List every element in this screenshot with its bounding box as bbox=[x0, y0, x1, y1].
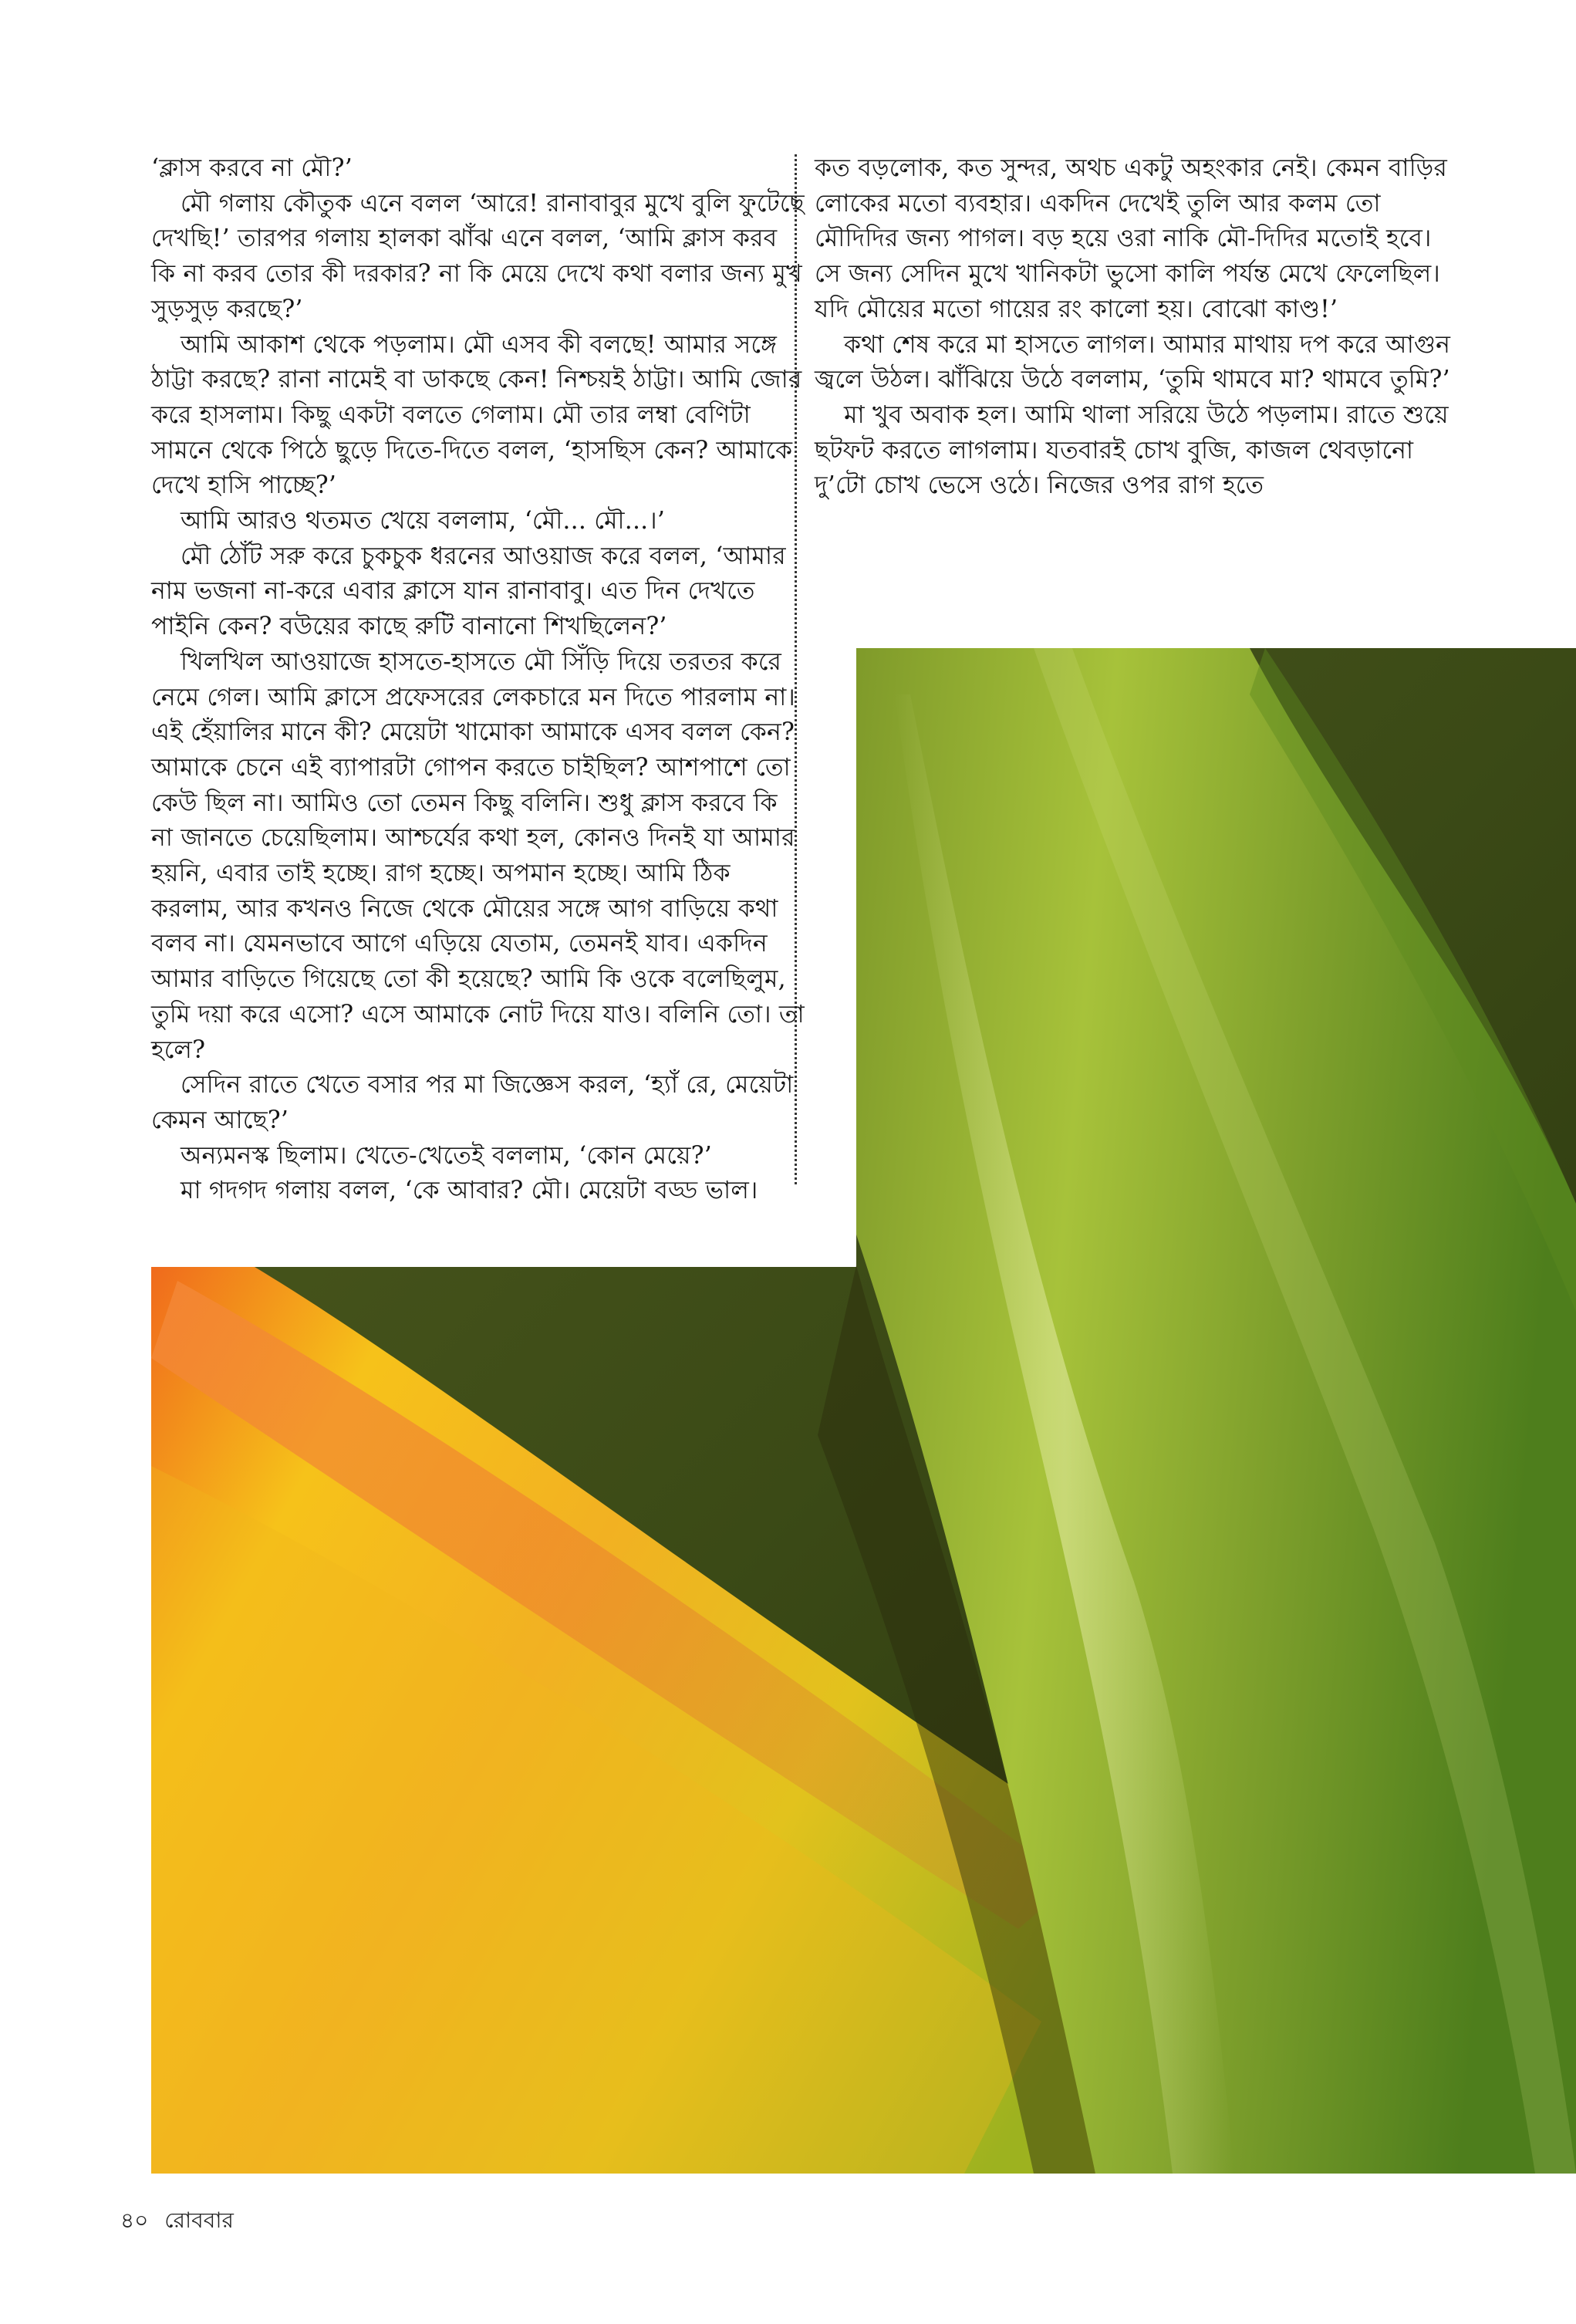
article-left-column bbox=[151, 151, 807, 1209]
page-footer bbox=[120, 2204, 243, 2240]
article-paragraph: কথা শেষ করে মা হাসতে লাগল। আমার মাথায় দপ করে আগুন জ্বলে উঠল। ঝাঁঝিয়ে উঠে বললাম, ‘তুমি থামবে মা? থামবে তুমি?’ bbox=[815, 330, 1451, 394]
article-paragraph: মৌ ঠোঁট সরু করে চুকচুক ধরনের আওয়াজ করে বলল, ‘আমার নাম ভজনা না-করে এবার ক্লাসে যান রানাবাবু। এত দিন দেখতে পাইনি কেন? বউয়ের কাছে রুটি বানানো শিখছিলেন?’ bbox=[151, 542, 786, 641]
article-paragraph: ‘ক্লাস করবে না মৌ?’ bbox=[151, 154, 353, 182]
article-paragraph: আমি আকাশ থেকে পড়লাম। মৌ এসব কী বলছে! আমার সঙ্গে ঠাট্টা করছে? রানা নামেই বা ডাকছে কেন! নিশ্চয়ই ঠাট্টা। আমি জোর করে হাসলাম। কিছু একটা বলতে গেলাম। মৌ তার লম্বা বেণিটা সামনে থেকে পিঠে ছুড়ে দিতে-দিতে বলল, ‘হাসছিস কেন? আমাকে দেখে হাসি পাচ্ছে?’ bbox=[151, 330, 802, 500]
article-paragraph: মা গদগদ গলায় বলল, ‘কে আবার? মৌ। মেয়েটা বড্ড ভাল। bbox=[181, 1177, 758, 1205]
article-right-column bbox=[815, 151, 1451, 504]
article-paragraph: অন্যমনস্ক ছিলাম। খেতে-খেতেই বললাম, ‘কোন মেয়ে?’ bbox=[181, 1141, 712, 1170]
article-paragraph: মা খুব অবাক হল। আমি থালা সরিয়ে উঠে পড়লাম। রাতে শুয়ে ছটফট করতে লাগলাম। যতবারই চোখ বুজি, কাজল থেবড়ানো দু’টো চোখ ভেসে ওঠে। নিজের ওপর রাগ হতে bbox=[815, 400, 1449, 500]
article-paragraph: খিলখিল আওয়াজে হাসতে-হাসতে মৌ সিঁড়ি দিয়ে তরতর করে নেমে গেল। আমি ক্লাসে প্রফেসরের লেকচারে মন দিতে পারলাম না। এই হেঁয়ালির মানে কী? মেয়েটা খামোকা আমাকে এসব বলল কেন? আমাকে চেনে এই ব্যাপারটা গোপন করতে চাইছিল? আশপাশে তো কেউ ছিল না। আমিও তো তেমন কিছু বলিনি। শুধু ক্লাস করবে কি না জানতে চেয়েছিলাম। আশ্চর্যের কথা হল, কোনও দিনই যা আমার হয়নি, এবার তাই হচ্ছে। রাগ হচ্ছে। অপমান হচ্ছে। আমি ঠিক করলাম, আর কখনও নিজে থেকে মৌয়ের সঙ্গে আগ বাড়িয়ে কথা বলব না। যেমনভাবে আগে এড়িয়ে যেতাম, তেমনই যাব। একদিন আমার বাড়িতে গিয়েছে তো কী হয়েছে? আমি কি ওকে বলেছিলুম, তুমি দয়া করে এসো? এসে আমাকে নোট দিয়ে যাও। বলিনি তো। তা হলে? bbox=[151, 647, 805, 1064]
page-number: ৪০ bbox=[120, 2207, 149, 2233]
article-paragraph: মৌ গলায় কৌতুক এনে বলল ‘আরে! রানাবাবুর মুখে বুলি ফুটেছে দেখছি!’ তারপর গলায় হালকা ঝাঁঝ এনে বলল, ‘আমি ক্লাস করব কি না করব তোর কী দরকার? না কি মেয়ে দেখে কথা বলার জন্য মুখ সুড়সুড় করছে?’ bbox=[151, 189, 805, 323]
article-paragraph: সেদিন রাতে খেতে বসার পর মা জিজ্ঞেস করল, ‘হ্যাঁ রে, মেয়েটা কেমন আছে?’ bbox=[151, 1071, 794, 1134]
magazine-name: রোববার bbox=[164, 2207, 234, 2233]
article-paragraph: আমি আরও থতমত খেয়ে বললাম, ‘মৌ... মৌ...।’ bbox=[181, 507, 666, 535]
article-paragraph: কত বড়লোক, কত সুন্দর, অথচ একটু অহংকার নেই। কেমন বাড়ির লোকের মতো ব্যবহার। একদিন দেখেই তুলি আর কলম তো মৌদিদির জন্য পাগল। বড় হয়ে ওরা নাকি মৌ-দিদির মতোই হবে। সে জন্য সেদিন মুখে খানিকটা ভুসো কালি পর্যন্ত মেখে ফেলেছিল। যদি মৌয়ের মতো গায়ের রং কালো হয়। বোঝো কাণ্ড!’ bbox=[815, 154, 1447, 323]
